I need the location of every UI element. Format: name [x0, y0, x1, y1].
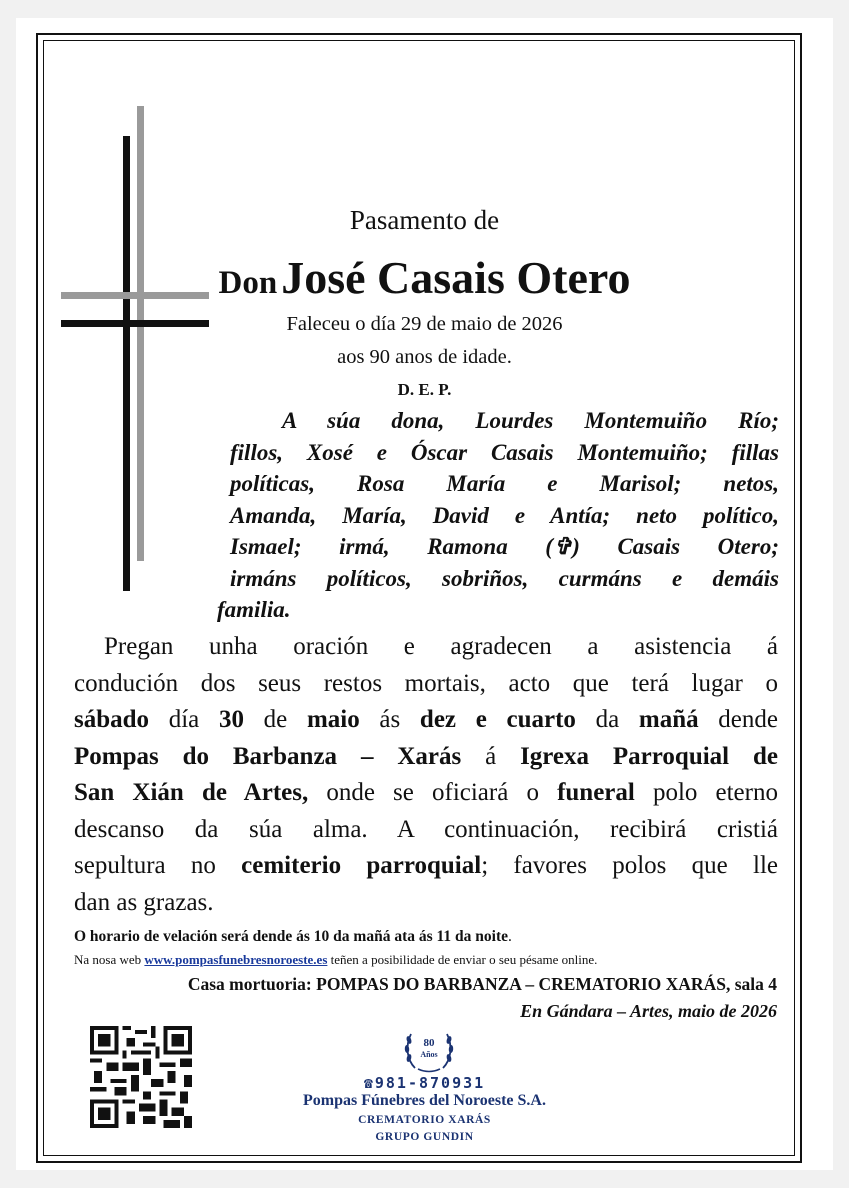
emblem-number: 80	[423, 1037, 435, 1049]
crematorium-name: CREMATORIO XARÁS	[358, 1114, 491, 1126]
deceased-name-line	[0, 251, 849, 304]
anniversary-emblem-icon	[403, 1022, 455, 1074]
body-line: condución dos seus restos mortais, acto que terá lugar o	[74, 669, 778, 697]
web-note	[74, 952, 597, 968]
body-line	[74, 702, 778, 739]
funeral-home-room: Casa mortuoria: POMPAS DO BARBANZA – CREMATORIO XARÁS, sala 4	[187, 974, 777, 994]
family-line: Ismael; irmá, Ramona (✞) Casais Otero;	[230, 534, 779, 559]
company-name: Pompas Fúnebres del Noroeste S.A.	[303, 1092, 546, 1109]
family-line: A súa dona, Lourdes Montemuiño Río;	[282, 408, 779, 433]
morning: mañá	[638, 706, 699, 733]
family-line: fillos, Xosé e Óscar Casais Montemuiño; fillas	[230, 439, 779, 465]
text-fragment: ; favores polos que lle	[481, 852, 778, 879]
text-fragment: dende	[698, 706, 778, 733]
church: Igrexa Parroquial de	[520, 742, 778, 770]
rip: D. E. P.	[397, 380, 452, 399]
wake-hours	[74, 928, 512, 946]
website-link[interactable]: www.pompasfunebresnoroeste.es	[144, 952, 328, 967]
family-line: irmáns políticos, sobriños, curmáns e demáis	[230, 565, 779, 591]
wake-hours-text: O horario de velación será dende ás 10 da mañá ata ás 11 da noite	[74, 928, 509, 945]
day-word: sábado	[74, 706, 150, 733]
text-fragment: de	[243, 706, 307, 733]
funeral-home: Pompas do Barbanza – Xarás	[74, 742, 462, 770]
body-line	[74, 739, 778, 776]
age: aos 90 anos de idade.	[337, 346, 512, 368]
title-prefix: Don	[218, 265, 278, 301]
wake-hours-period: .	[508, 928, 512, 945]
text-fragment: día	[149, 706, 219, 733]
body-line	[74, 848, 778, 885]
day-number: 30	[218, 706, 244, 733]
time: dez e cuarto	[419, 706, 576, 733]
group-name: GRUPO GUNDIN	[375, 1131, 474, 1143]
body-line	[74, 775, 778, 812]
body-line: Pregan unha oración e agradecen a asistencia á	[104, 633, 778, 660]
text-fragment: sepultura no	[74, 852, 242, 879]
cemetery: cemiterio parroquial	[241, 852, 482, 879]
web-note-prefix: Na nosa web	[74, 952, 145, 967]
church-place: San Xián de Artes,	[74, 779, 309, 806]
text-fragment: da	[575, 706, 639, 733]
death-date: Faleceu o día 29 de maio de 2026	[286, 313, 563, 335]
body-line: descanso da súa alma. A continuación, recibirá cristiá	[74, 815, 778, 843]
place-date: En Gándara – Artes, maio de 2026	[520, 1001, 777, 1021]
phone-number[interactable]: ☎981-870931	[363, 1074, 486, 1092]
family-list	[230, 405, 779, 594]
family-line: Amanda, María, David e Antía; neto político,	[230, 502, 779, 528]
funeral-word: funeral	[557, 779, 635, 806]
deceased-name: José Casais Otero	[281, 252, 631, 303]
web-note-suffix: teñen a posibilidade de enviar o seu pésame online.	[327, 952, 598, 967]
text-fragment: á	[461, 742, 521, 770]
text-fragment: ás	[359, 706, 420, 733]
emblem-label: Años	[420, 1050, 438, 1059]
family-line: políticas, Rosa María e Marisol; netos,	[230, 471, 779, 496]
family-line-last: familia.	[217, 597, 291, 622]
text-fragment: onde se oficiará o	[308, 779, 558, 806]
text-fragment: polo eterno	[634, 779, 778, 806]
body-text	[74, 629, 778, 921]
body-line: dan as grazas.	[74, 888, 214, 916]
month: maio	[306, 706, 360, 733]
heading: Pasamento de	[349, 205, 500, 235]
